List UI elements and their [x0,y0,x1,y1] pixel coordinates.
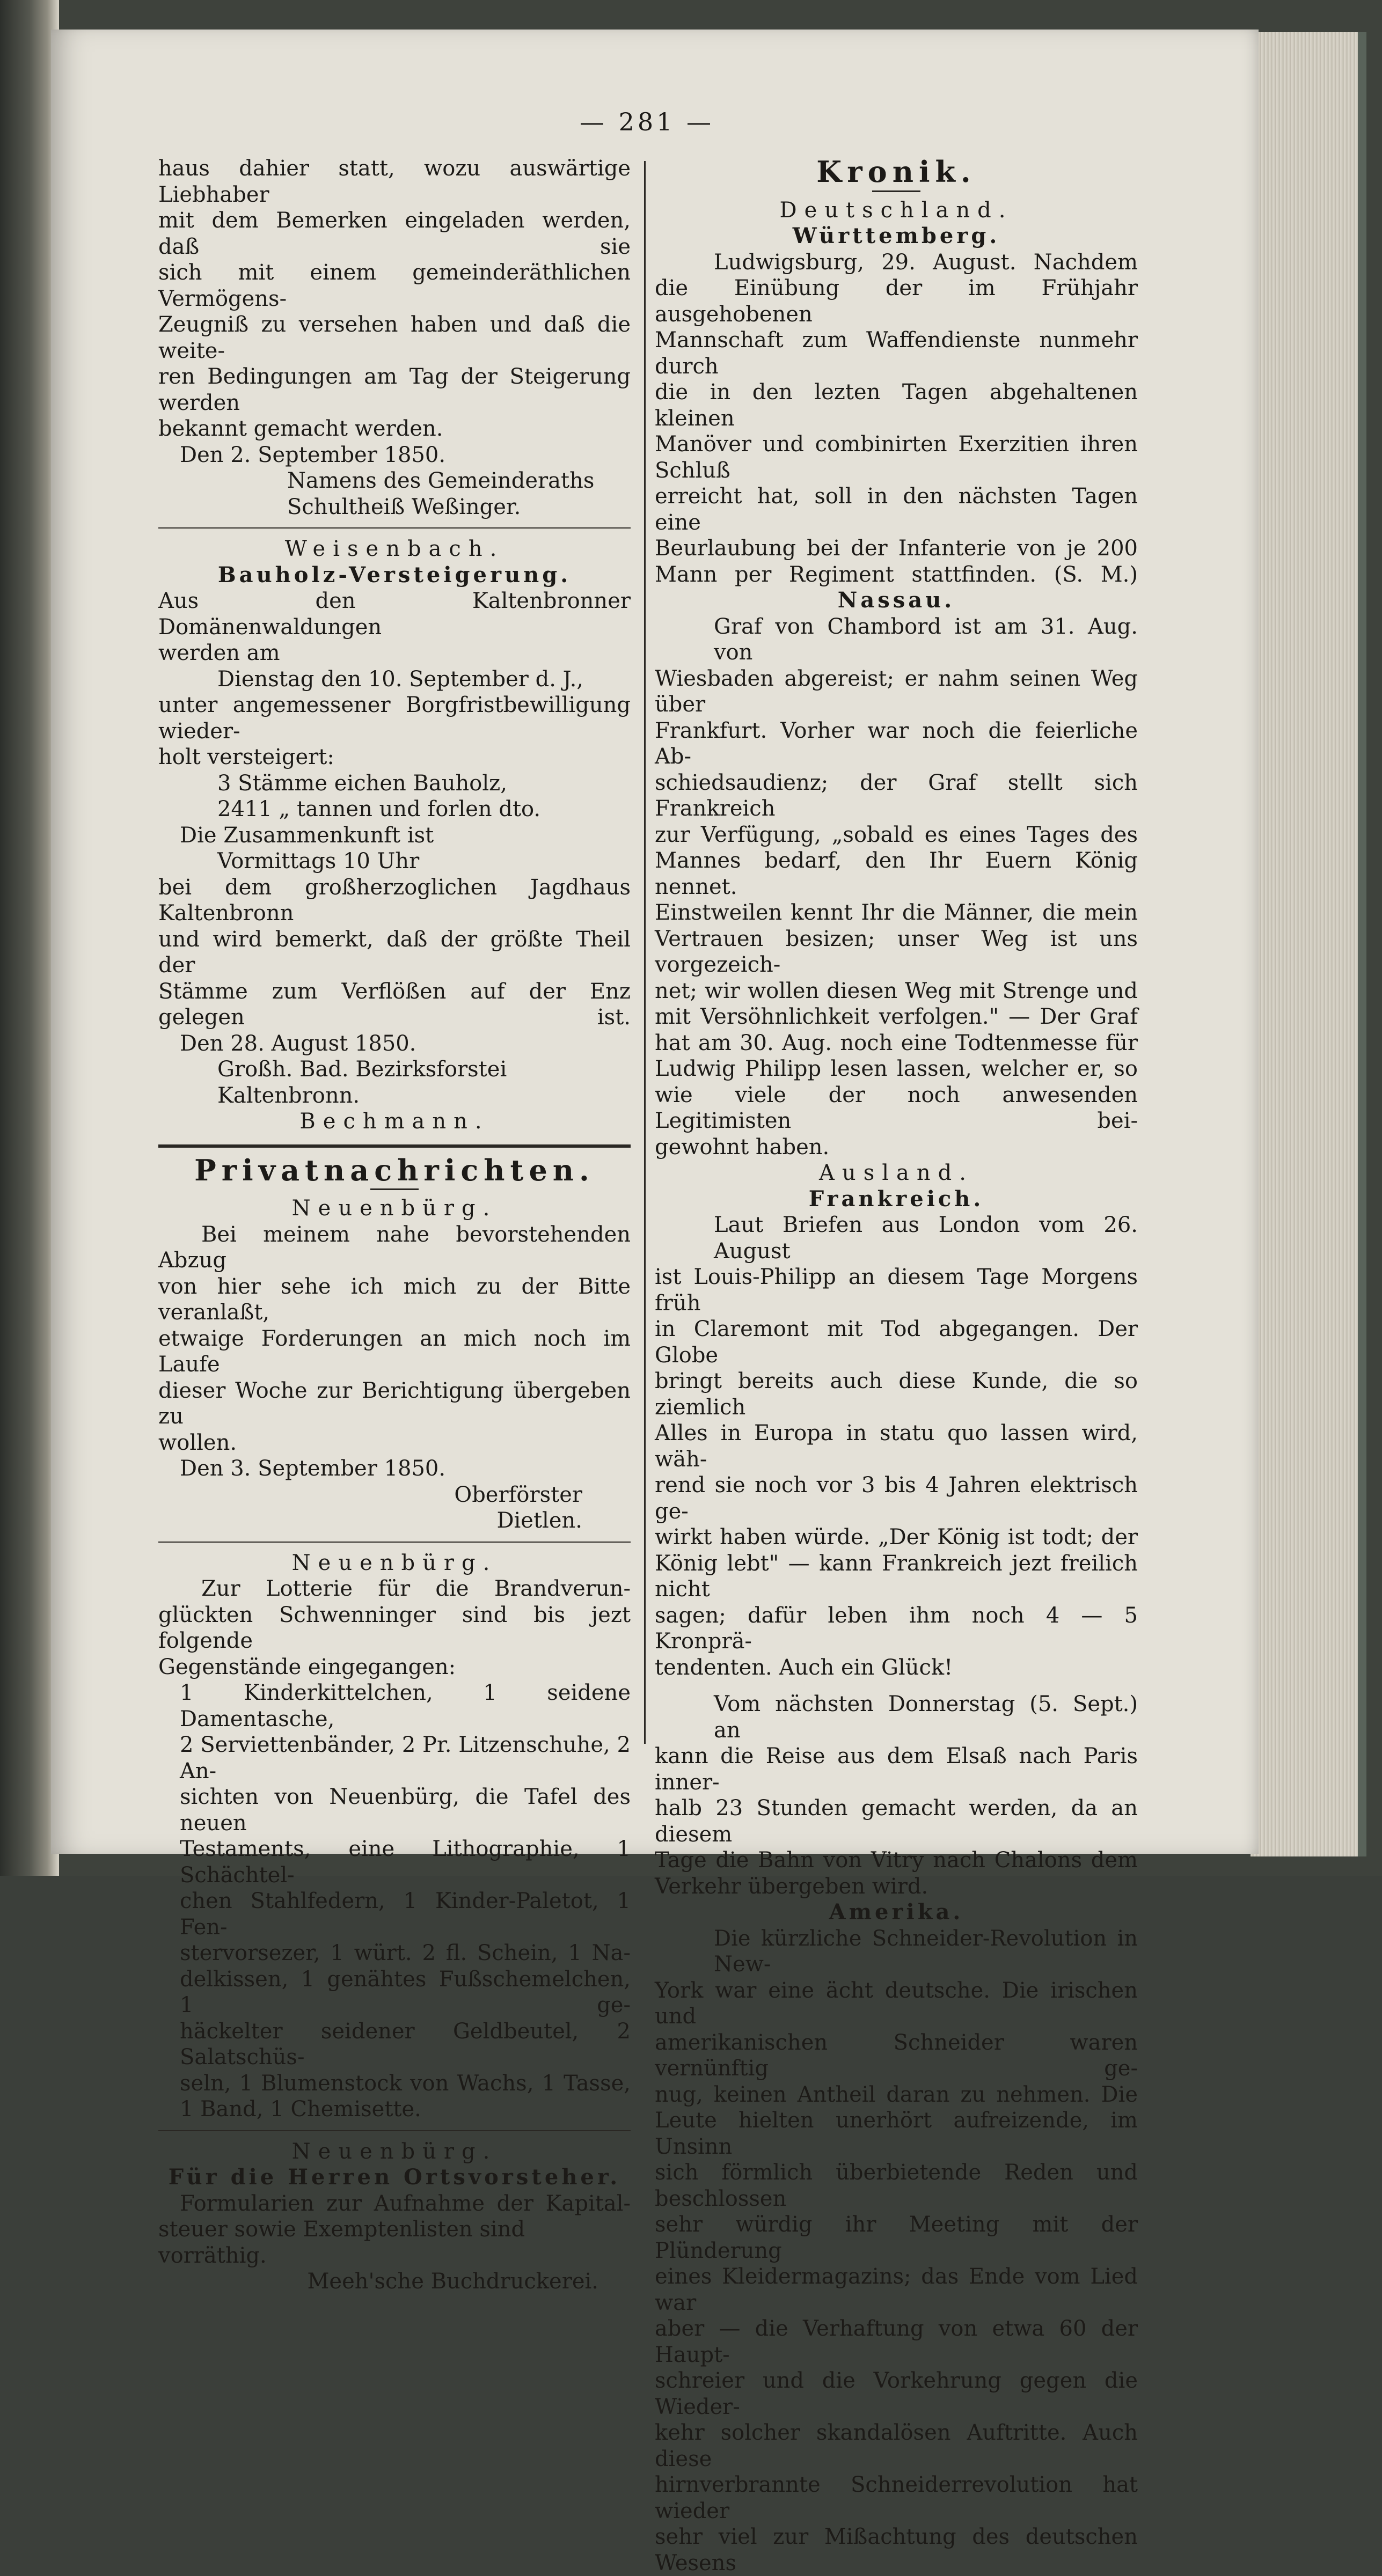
text-line: Zeugniß zu versehen haben und daß die weite- [158,312,631,363]
subregion-heading: Amerika. [829,1899,964,1925]
text-line: rend sie noch vor 3 bis 4 Jahren elektrisch ge- [655,1473,1138,1524]
text-line: Testaments, eine Lithographie, 1 Schächtel- [180,1837,631,1888]
text-line: sichten von Neuenbürg, die Tafel des neuen [180,1785,631,1836]
text-line: Die kürzliche Schneider-Revolution in New- [714,1926,1138,1977]
text-line: Mann per Regiment stattfinden. (S. M.) [655,562,1138,587]
text-line: die in den lezten Tagen abgehaltenen kleinen [655,380,1138,431]
text-line: Mannschaft zum Waffendienste nunmehr durch [655,328,1138,379]
text-line: wollen. [158,1430,237,1455]
page-number: — 281 — [580,107,715,136]
text-line: König lebt" — kann Frankreich jezt freilich nicht [655,1551,1138,1602]
text-line: Frankfurt. Vorher war noch die feierliche Ab- [655,718,1138,769]
text-line: bekannt gemacht werden. [158,416,443,441]
text-line: eines Kleidermagazins; das Ende vom Lied war [655,2264,1138,2315]
text-line: sich mit einem gemeinderäthlichen Vermögens- [158,260,631,311]
section-title-privatnachrichten: Privatnachrichten. [194,1153,595,1187]
neuenburg-notice-3 [158,2139,631,2295]
section-rule-thick [158,1144,631,1148]
signature-line: Oberförster [454,1482,582,1507]
text-line: Einstweilen kennt Ihr die Männer, die mein [655,900,1138,925]
text-line: Vom nächsten Donnerstag (5. Sept.) an [714,1692,1138,1743]
text-line: sehr würdig ihr Meeting mit der Plünderung [655,2212,1138,2263]
text-line: erreicht hat, soll in den nächsten Tagen eine [655,484,1138,535]
place-heading: Weisenbach. [284,537,504,561]
text-line: wirkt haben würde. „Der König ist todt; der [655,1525,1138,1550]
text-line: Stämme zum Verflößen auf der Enz gelegen ist. [158,979,631,1030]
text-line: Laut Briefen aus London vom 26. August [714,1213,1138,1264]
text-line: ist Louis-Philipp an diesem Tage Morgens früh [655,1265,1138,1316]
book-gutter [0,0,59,1876]
text-line: wie viele der noch anwesenden Legitimisten bei- [655,1082,1138,1133]
text-line: schiedsaudienz; der Graf stellt sich Frankreich [655,770,1138,821]
text-line: amerikanischen Schneider waren vernünftig ge- [655,2030,1138,2081]
text-line: holt versteigert: [158,745,334,769]
column-divider [644,161,646,1744]
text-line: Vormittags 10 Uhr [217,849,420,874]
text-line: kehr solcher skandalösen Auftritte. Auch diese [655,2420,1138,2471]
text-line: stervorsezer, 1 würt. 2 fl. Schein, 1 Na- [180,1941,631,1965]
text-line: mit Versöhnlichkeit verfolgen." — Der Graf [655,1004,1138,1029]
place-heading: Neuenbürg. [291,2139,498,2164]
text-line: und wird bemerkt, daß der größte Theil der [158,927,631,978]
text-line: Formularien zur Aufnahme der Kapital- [180,2191,631,2216]
text-line: Bei meinem nahe bevorstehenden Abzug [158,1222,631,1273]
text-line: delkissen, 1 genähtes Fußschemelchen, 1 ge- [180,1966,631,2017]
region-heading: Ausland. [819,1161,974,1185]
text-line: seln, 1 Blumenstock von Wachs, 1 Tasse, [180,2071,631,2096]
text-line: sich förmlich überbietende Reden und beschlossen [655,2160,1138,2211]
section-rule [158,2130,631,2131]
right-column [655,156,1138,2576]
text-line: sehr viel zur Mißachtung des deutschen Wesens [655,2524,1138,2575]
text-line: in Claremont mit Tod abgegangen. Der Globe [655,1317,1138,1368]
neuenburg-notice-2 [158,1550,631,2123]
text-line: haus dahier statt, wozu auswärtige Liebhaber [158,156,631,207]
neuenburg-notice-1 [158,1195,631,1534]
text-line: kann die Reise aus dem Elsaß nach Paris inner- [655,1744,1138,1795]
text-line: Ludwig Philipp lesen lassen, welcher er, so [655,1056,1138,1081]
text-line: hirnverbrannte Schneiderrevolution hat wieder [655,2472,1138,2523]
date-line: Den 2. September 1850. [180,442,446,467]
date-line: Den 3. September 1850. [180,1456,446,1481]
text-line: ren Bedingungen am Tag der Steigerung werden [158,364,631,415]
text-line: aber — die Verhaftung von etwa 60 der Haupt- [655,2316,1138,2367]
date-line: Den 28. August 1850. [180,1031,416,1056]
text-line: Ludwigsburg, 29. August. Nachdem [714,249,1138,275]
text-line: zur Verfügung, „sobald es eines Tages des [655,822,1138,847]
text-line: etwaige Forderungen an mich noch im Laufe [158,1326,631,1377]
text-line: 2 Serviettenbänder, 2 Pr. Litzenschuhe, 2 An- [180,1733,631,1784]
weisenbach-notice [158,536,631,1135]
text-line: Die Zusammenkunft ist [180,823,434,848]
subregion-heading: Nassau. [837,588,955,613]
text-line: von hier sehe ich mich zu der Bitte veranlaßt, [158,1274,631,1325]
text-line: Leute hielten unerhört aufreizende, im Unsinn [655,2108,1138,2159]
text-line: Tage die Bahn von Vitry nach Chalons dem [655,1848,1138,1873]
short-rule [872,190,920,192]
text-line: Gegenstände eingegangen: [158,1654,456,1679]
text-line: mit dem Bemerken eingeladen werden, daß sie [158,208,631,259]
text-line: Verkehr übergeben wird. [655,1874,928,1899]
notice-title: Für die Herren Ortsvorsteher. [168,2164,621,2190]
text-line: York war eine ächt deutsche. Die irischen und [655,1978,1138,2029]
text-line: Mannes bedarf, den Ihr Euern König nennet. [655,848,1138,899]
spacer [655,1680,1138,1691]
text-line: Manöver und combinirten Exerzitien ihren Schluß [655,432,1138,483]
text-line: bei dem großherzoglichen Jagdhaus Kaltenbronn [158,875,631,926]
left-column [158,156,631,2295]
text-line: unter angemessener Borgfristbewilligung wieder- [158,693,631,744]
text-line: 3 Stämme eichen Bauholz, [217,770,507,796]
text-line: Vertrauen besizen; unser Weg ist uns vorgezeich- [655,926,1138,977]
section-rule [158,527,631,529]
subregion-heading: Frankreich. [808,1186,984,1212]
text-line: dieser Woche zur Berichtigung übergeben zu [158,1378,631,1429]
text-line: bringt bereits auch diese Kunde, die so ziemlich [655,1369,1138,1420]
text-line: Graf von Chambord ist am 31. Aug. von [714,614,1138,665]
region-heading: Deutschland. [779,197,1013,223]
text-line: häckelter seidener Geldbeutel, 2 Salatschüs- [180,2019,631,2069]
subregion-heading: Württemberg. [792,223,1000,248]
text-line: Aus den Kaltenbronner Domänenwaldungen [158,589,631,640]
text-line: werden am [158,641,280,665]
text-line: hat am 30. Aug. noch eine Todtenmesse für [655,1030,1138,1055]
text-line: Beurlaubung bei der Infanterie von je 200 [655,536,1138,561]
text-line: Alles in Europa in statu quo lassen wird, wäh- [655,1421,1138,1472]
text-line: die Einübung der im Frühjahr ausgehobenen [655,276,1138,327]
text-line: nug, keinen Antheil daran zu nehmen. Die [655,2082,1138,2107]
text-line: Wiesbaden abgereist; er nahm seinen Weg über [655,666,1138,717]
signature-line: Meeh'sche Buchdruckerei. [307,2269,598,2294]
text-line: Dienstag den 10. September d. J., [217,666,584,692]
text-line: 1 Kinderkittelchen, 1 seidene Damentasche, [180,1680,631,1731]
signature-line: Namens des Gemeinderaths [287,468,595,493]
signature-line: Großh. Bad. Bezirksforstei Kaltenbronn. [217,1057,507,1108]
text-line: halb 23 Stunden gemacht werden, da an diesem [655,1796,1138,1847]
place-heading: Neuenbürg. [291,1550,498,1575]
section-rule [158,1542,631,1543]
text-line: chen Stahlfedern, 1 Kinder-Paletot, 1 Fen- [180,1889,631,1940]
text-line: sagen; dafür leben ihm noch 4 — 5 Kronprä- [655,1603,1138,1654]
text-line: 1 Band, 1 Chemisette. [180,2097,421,2122]
text-line: Zur Lotterie für die Brandverun- [201,1576,631,1601]
text-line: glückten Schwenninger sind bis jezt folgende [158,1602,631,1653]
short-rule [370,1188,419,1190]
text-line: net; wir wollen diesen Weg mit Strenge und [655,978,1138,1003]
place-heading: Neuenbürg. [291,1196,498,1221]
signature-line: Schultheiß Weßinger. [287,494,521,519]
signature-line: Dietlen. [496,1508,582,1533]
text-line: schreier und die Vorkehrung gegen die Wieder- [655,2368,1138,2419]
text-line: gewohnt haben. [655,1134,830,1159]
section-title-kronik: Kronik. [816,155,976,189]
notice-title: Bauholz-Versteigerung. [217,562,572,588]
text-line: steuer sowie Exemptenlisten sind vorräthig. [158,2217,525,2268]
page-edges [1251,32,1366,1856]
signature-line: Bechmann. [299,1109,489,1134]
text-line: tendenten. Auch ein Glück! [655,1655,953,1680]
text-line: 2411 „ tannen und forlen dto. [217,797,541,821]
continued-notice [158,156,631,520]
